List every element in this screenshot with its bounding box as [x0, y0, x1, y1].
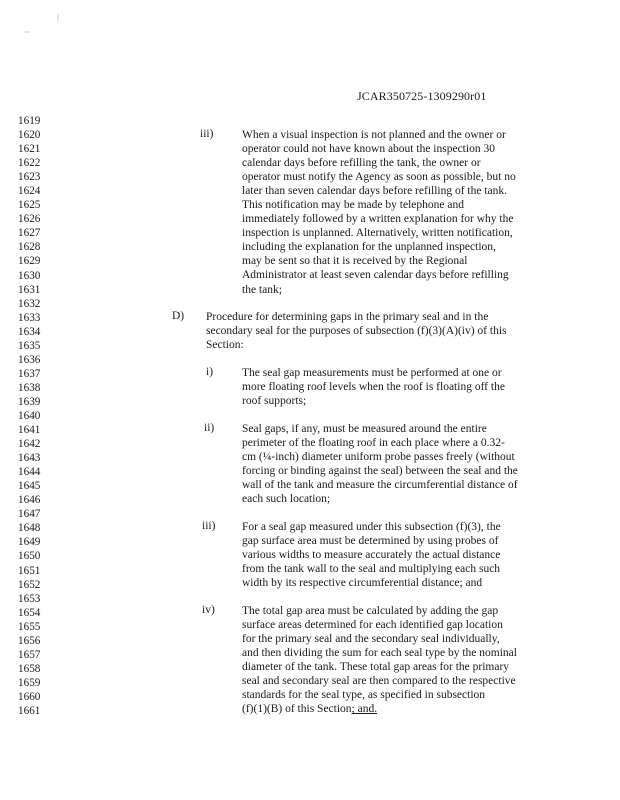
item-iv-amendment-underline: ; and.: [351, 703, 378, 716]
text-line: operator could not have known about the inspection 30: [242, 143, 495, 156]
line-number: 1655: [18, 620, 41, 633]
line-number: 1620: [18, 129, 41, 142]
text-line: roof supports;: [242, 395, 307, 408]
line-number: 1628: [18, 241, 41, 254]
text-line: more floating roof levels when the roof is floating off the: [242, 381, 505, 394]
line-number: 1645: [18, 480, 41, 493]
text-line: inspection is unplanned. Alternatively, written notification,: [242, 227, 513, 240]
line-number: 1660: [18, 690, 41, 703]
line-number: 1649: [18, 536, 41, 549]
text-line: This notification may be made by telephone and: [242, 199, 464, 212]
line-number: 1648: [18, 522, 41, 535]
line-number: 1661: [18, 704, 41, 717]
text-line: standards for the seal type, as specified in subsection: [242, 689, 486, 702]
text-line: the tank;: [242, 283, 282, 296]
line-number: 1644: [18, 466, 41, 479]
line-number: 1634: [18, 325, 41, 338]
text-line: For a seal gap measured under this subsection (f)(3), the: [242, 521, 501, 533]
text-line: surface areas determined for each identified gap location: [242, 619, 503, 632]
text-line: Section:: [206, 339, 244, 352]
text-line: diameter of the tank. These total gap areas for the primary: [242, 661, 510, 674]
line-number: 1619: [18, 115, 41, 127]
text-line: perimeter of the floating roof in each place where a 0.32-: [242, 437, 505, 450]
line-number: 1633: [18, 311, 41, 324]
line-number: 1650: [18, 550, 41, 563]
line-number: 1656: [18, 634, 41, 647]
text-line: operator must notify the Agency as soon as possible, but no: [242, 171, 516, 184]
line-number: 1659: [18, 676, 41, 689]
text-line: various widths to measure accurately the actual distance: [242, 549, 501, 562]
line-number: 1653: [18, 592, 41, 605]
text-line: The total gap area must be calculated by adding the gap: [242, 605, 499, 617]
text-line: Procedure for determining gaps in the primary seal and in the: [206, 311, 489, 323]
text-line: When a visual inspection is not planned and the owner or: [242, 129, 506, 141]
item-iv-text: [242, 604, 517, 716]
line-number: 1641: [18, 424, 41, 437]
line-number: 1651: [18, 564, 41, 577]
text-line: from the tank wall to the seal and multiplying each such: [242, 563, 501, 576]
line-number: 1629: [18, 255, 41, 268]
line-number: 1632: [18, 297, 41, 310]
line-number: 1643: [18, 452, 41, 465]
line-number: 1637: [18, 367, 41, 380]
line-number: 1636: [18, 353, 41, 366]
text-line: wall of the tank and measure the circumferential distance of: [242, 479, 518, 492]
text-line: including the explanation for the unplanned inspection,: [242, 241, 496, 254]
text-line: cm (¼-inch) diameter uniform probe passes freely (without: [242, 451, 515, 464]
text-line: secondary seal for the purposes of subsection (f)(3)(A)(iv) of this: [206, 325, 507, 338]
line-number: 1625: [18, 199, 41, 212]
line-number: 1635: [18, 339, 41, 352]
item-iii-text: [242, 128, 516, 297]
line-number: 1658: [18, 662, 41, 675]
text-line: each such location;: [242, 493, 331, 506]
item-iii-second-label: iii): [202, 520, 216, 532]
text-line: width by its respective circumferential distance; and: [242, 577, 483, 590]
line-number: 1642: [18, 438, 41, 451]
item-iv-last-text: (f)(1)(B) of this Section: [242, 703, 352, 716]
line-number: 1631: [18, 283, 41, 296]
line-number: 1626: [18, 213, 41, 226]
text-line: Seal gaps, if any, must be measured around the entire: [242, 423, 487, 435]
line-number: 1630: [18, 269, 41, 282]
text-line: later than seven calendar days before refilling of the tank.: [242, 185, 508, 198]
text-line: calendar days before refilling the tank, the owner or: [242, 157, 481, 170]
line-number: 1624: [18, 185, 41, 198]
text-line: immediately followed by a written explanation for why the: [242, 213, 514, 226]
document-id-header: JCAR350725-1309290r01: [357, 89, 487, 103]
text-line: forcing or binding against the seal) between the seal and the: [242, 465, 518, 478]
line-number: 1623: [18, 171, 41, 184]
line-number: 1652: [18, 578, 41, 591]
text-line: seal and secondary seal are then compared to the respective: [242, 675, 516, 688]
text-line: Administrator at least seven calendar days before refilling: [242, 269, 509, 282]
text-line: and then dividing the sum for each seal type by the nominal: [242, 647, 517, 660]
item-ii-label: ii): [204, 422, 215, 434]
text-line: gap surface area must be determined by using probes of: [242, 535, 499, 548]
line-number: 1654: [18, 606, 41, 619]
item-iv-last-line: [242, 702, 517, 716]
item-iii-label: iii): [200, 128, 214, 140]
item-iv-label: iv): [202, 604, 215, 616]
text-line: may be sent so that it is received by the Regional: [242, 255, 468, 268]
line-number-column: [18, 114, 48, 718]
scan-marks: [20, 12, 80, 34]
line-number: 1621: [18, 143, 41, 156]
line-number: 1646: [18, 494, 41, 507]
line-number: 1622: [18, 157, 41, 170]
section-d-label: D): [172, 310, 185, 322]
item-i-label: i): [206, 366, 214, 378]
line-number: 1657: [18, 648, 41, 661]
line-number: 1640: [18, 409, 41, 422]
line-number: 1627: [18, 227, 41, 240]
section-d-text: [206, 310, 507, 352]
item-ii-text: [242, 422, 518, 506]
text-line: for the primary seal and the secondary seal individually,: [242, 633, 500, 646]
line-number: 1647: [18, 508, 41, 521]
item-iii-second-text: [242, 520, 501, 590]
text-line: The seal gap measurements must be performed at one or: [242, 367, 502, 379]
line-number: 1639: [18, 395, 41, 408]
item-i-text: [242, 366, 505, 408]
line-number: 1638: [18, 381, 41, 394]
